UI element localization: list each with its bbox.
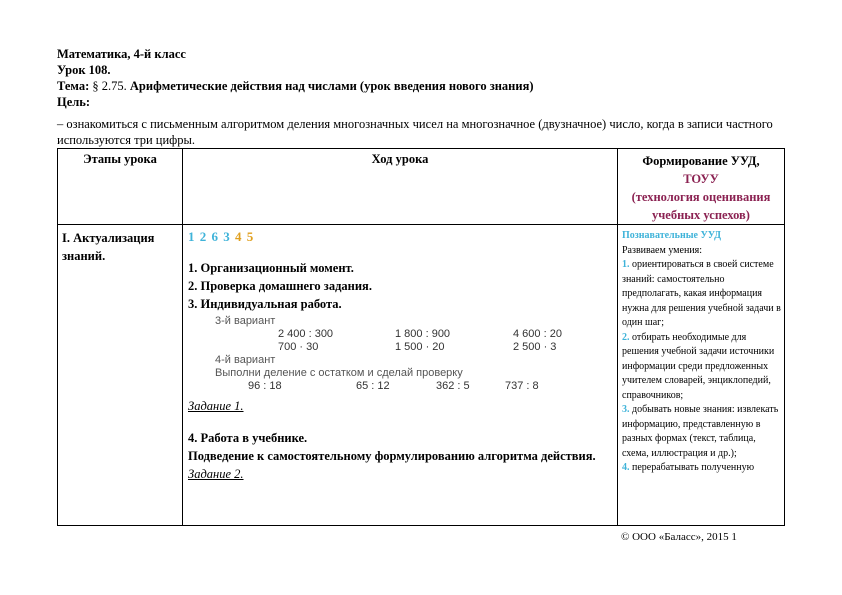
copyright-footer: © ООО «Баласс», 2015 1 [621, 531, 737, 543]
variant4-row: 96 : 18 65 : 12 362 : 5 737 : 8 [248, 380, 539, 392]
col-header-uud: Формирование УУД, ТОУУ (технология оценивания учебных успехов) [618, 149, 785, 225]
variant4-instruction: Выполни деление с остатком и сделай проверку [215, 367, 463, 379]
col-header-stages: Этапы урока [58, 149, 183, 225]
uud-cell [618, 225, 785, 526]
topic-line [57, 78, 777, 94]
variant4-label: 4-й вариант [215, 354, 276, 366]
topic-number: § 2.75. [92, 79, 127, 93]
variant3-row2: 700 · 30 1 500 · 20 2 500 · 3 [278, 341, 557, 353]
table-row [58, 225, 785, 526]
subject-line: Математика, 4-й класс [57, 47, 186, 61]
goal-text: – ознакомиться с письменным алгоритмом деления многозначных чисел на многозначное (двузначное) число, когда в записи частного используются три цифры. [57, 117, 773, 147]
task-1-link[interactable]: Задание 1. [188, 399, 244, 413]
step-4: 4. Работа в учебнике. [188, 431, 308, 445]
step-numbers: 1 2 6 3 4 5 [188, 229, 255, 244]
progress-cell [183, 225, 618, 526]
lesson-line: Урок 108. [57, 63, 111, 77]
uud-item: 1. ориентироваться в своей системе знаний: самостоятельно предполагать, какая информация нужна для решения учебной задачи в один шаг; [622, 259, 781, 328]
topic-text: Арифметические действия над числами (урок введения нового знания) [129, 79, 534, 93]
step-1: 1. Организационный момент. [188, 261, 354, 275]
variant3-label: 3-й вариант [215, 315, 276, 327]
table-header-row [58, 149, 785, 225]
step-3: 3. Индивидуальная работа. [188, 297, 342, 311]
uud-item: 4. перерабатывать полученную [622, 462, 755, 473]
uud-item: 3. добывать новые знания: извлекать информацию, представленную в разных формах (текст, таблица, схема, иллюстрация и др.); [622, 404, 779, 459]
task-2-link[interactable]: Задание 2. [188, 467, 244, 481]
uud-title: Познавательные УУД [622, 230, 722, 241]
uud-intro: Развиваем умения: [622, 244, 703, 256]
stage-title: I. Актуализация знаний. [62, 231, 155, 263]
col-header-progress: Ход урока [183, 149, 618, 225]
goal-label: Цель: [57, 95, 91, 109]
uud-item: 2. отбирать необходимые для решения учебной задачи источники информации среди предложенных учителем словарей, энциклопедий, справочников; [622, 331, 775, 401]
variant3-row1: 2 400 : 300 1 800 : 900 4 600 : 20 [278, 328, 562, 340]
step-4-text: Подведение к самостоятельному формулированию алгоритма действия. [188, 449, 596, 463]
topic-label: Тема: [57, 79, 90, 93]
lesson-table [57, 148, 785, 526]
step-2: 2. Проверка домашнего задания. [188, 279, 372, 293]
stage-cell [58, 225, 183, 526]
document-header [57, 46, 777, 110]
